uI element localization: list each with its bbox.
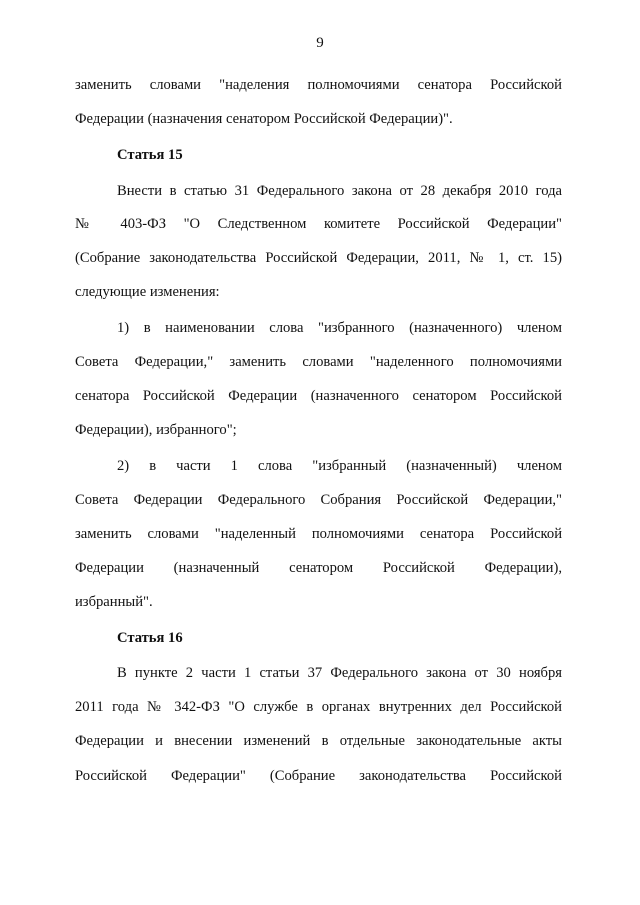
- text-line: Внести в статью 31 Федерального закона от 28 декабря 2010 года: [117, 183, 562, 199]
- text-line: 2011 года № 342-ФЗ "О службе в органах внутренних дел Российской: [75, 699, 562, 715]
- article-15-heading: Статья 15: [117, 147, 183, 163]
- text-line: заменить словами "наделения полномочиями сенатора Российской: [75, 77, 562, 93]
- text-line: избранный".: [75, 594, 153, 610]
- text-line: Федерации (назначенный сенатором Российской Федерации),: [75, 560, 562, 576]
- text-line: Федерации (назначения сенатором Российской Федерации)".: [75, 111, 453, 127]
- text-line: сенатора Российской Федерации (назначенного сенатором Российской: [75, 388, 562, 404]
- text-line: следующие изменения:: [75, 284, 220, 300]
- list-item-2: 2) в части 1 слова "избранный (назначенный) членом: [117, 458, 562, 474]
- text-line: (Собрание законодательства Российской Федерации, 2011, № 1, ст. 15): [75, 250, 562, 266]
- text-line: Совета Федерации," заменить словами "наделенного полномочиями: [75, 354, 562, 370]
- text-line: № 403-ФЗ "О Следственном комитете Российской Федерации": [75, 216, 562, 232]
- text-line: Федерации и внесении изменений в отдельные законодательные акты: [75, 733, 562, 749]
- text-line: заменить словами "наделенный полномочиями сенатора Российской: [75, 526, 562, 542]
- text-line: Совета Федерации Федерального Собрания Российской Федерации,": [75, 492, 562, 508]
- text-line: Российской Федерации" (Собрание законодательства Российской: [75, 768, 562, 784]
- text-line: В пункте 2 части 1 статьи 37 Федерального закона от 30 ноября: [117, 665, 562, 681]
- text-line: Федерации), избранного";: [75, 422, 237, 438]
- list-item-1: 1) в наименовании слова "избранного (назначенного) членом: [117, 320, 562, 336]
- page-number: 9: [316, 35, 324, 51]
- article-16-heading: Статья 16: [117, 630, 183, 646]
